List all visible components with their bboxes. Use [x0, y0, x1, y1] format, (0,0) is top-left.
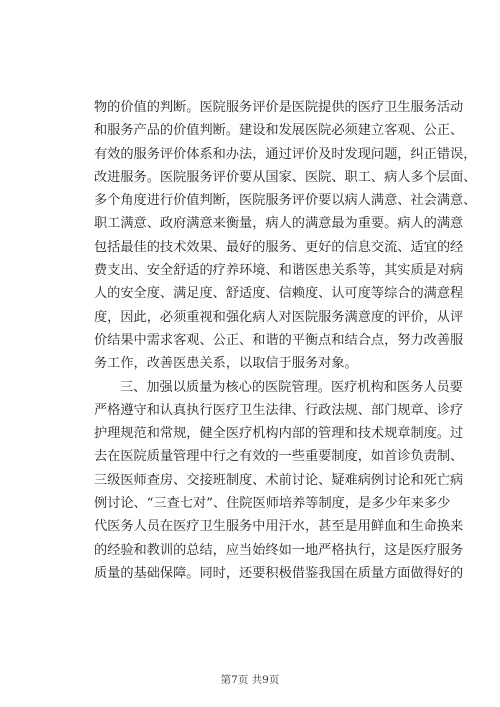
text-line: 多个角度进行价值判断，医院服务评价要以病人满意、社会满意、	[94, 193, 477, 209]
text-line: 度，因此，必须重视和强化病人对医院服务满意度的评价，从评	[94, 309, 464, 325]
text-line: 例讨论、“三查七对”、住院医师培养等制度，是多少年来多少	[94, 496, 451, 512]
text-line: 改进服务。医院服务评价要从国家、医院、职工、病人多个层面、	[94, 169, 477, 185]
text-line: 费支出、安全舒适的疗养环境、和谐医患关系等，其实质是对病	[94, 263, 464, 279]
text-line: 严格遵守和认真执行医疗卫生法律、行政法规、部门规章、诊疗	[94, 402, 464, 418]
text-line: 质量的基础保障。同时，还要积极借鉴我国在质量方面做得好的	[94, 565, 464, 581]
text-line: 人的安全度、满足度、舒适度、信赖度、认可度等综合的满意程	[94, 286, 464, 302]
text-line: 包括最佳的技术效果、最好的服务、更好的信息交流、适宜的经	[94, 239, 464, 255]
text-line: 代医务人员在医疗卫生服务中用汗水，甚至是用鲜血和生命换来	[94, 519, 464, 535]
text-line: 物的价值的判断。医院服务评价是医院提供的医疗卫生服务活动	[94, 100, 464, 115]
text-line: 价结果中需求客观、公正、和谐的平衡点和结合点，努力改善服	[94, 332, 464, 348]
text-line: 三级医师查房、交接班制度、术前讨论、疑难病例讨论和死亡病	[94, 472, 464, 488]
text-line: 务工作，改善医患关系，以取信于服务对象。	[94, 356, 358, 372]
text-line: 护理规范和常规，健全医疗机构内部的管理和技术规章制度。过	[94, 426, 464, 442]
text-line: 的经验和教训的总结，应当始终如一地严格执行，这是医疗服务	[94, 542, 464, 558]
text-line: 和服务产品的价值判断。建设和发展医院必须建立客观、公正、	[94, 123, 464, 139]
text-line: 有效的服务评价体系和办法，通过评价及时发现问题，纠正错误，	[94, 146, 477, 162]
text-line: 职工满意、政府满意来衡量，病人的满意最为重要。病人的满意	[94, 216, 464, 232]
section-heading-line: 三、加强以质量为核心的医院管理。医疗机构和医务人员要	[120, 379, 463, 395]
text-line: 去在医院质量管理中行之有效的一些重要制度，如首诊负责制、	[94, 449, 464, 465]
page-number: 第7页 共9页	[220, 674, 280, 686]
body-text	[94, 96, 477, 585]
